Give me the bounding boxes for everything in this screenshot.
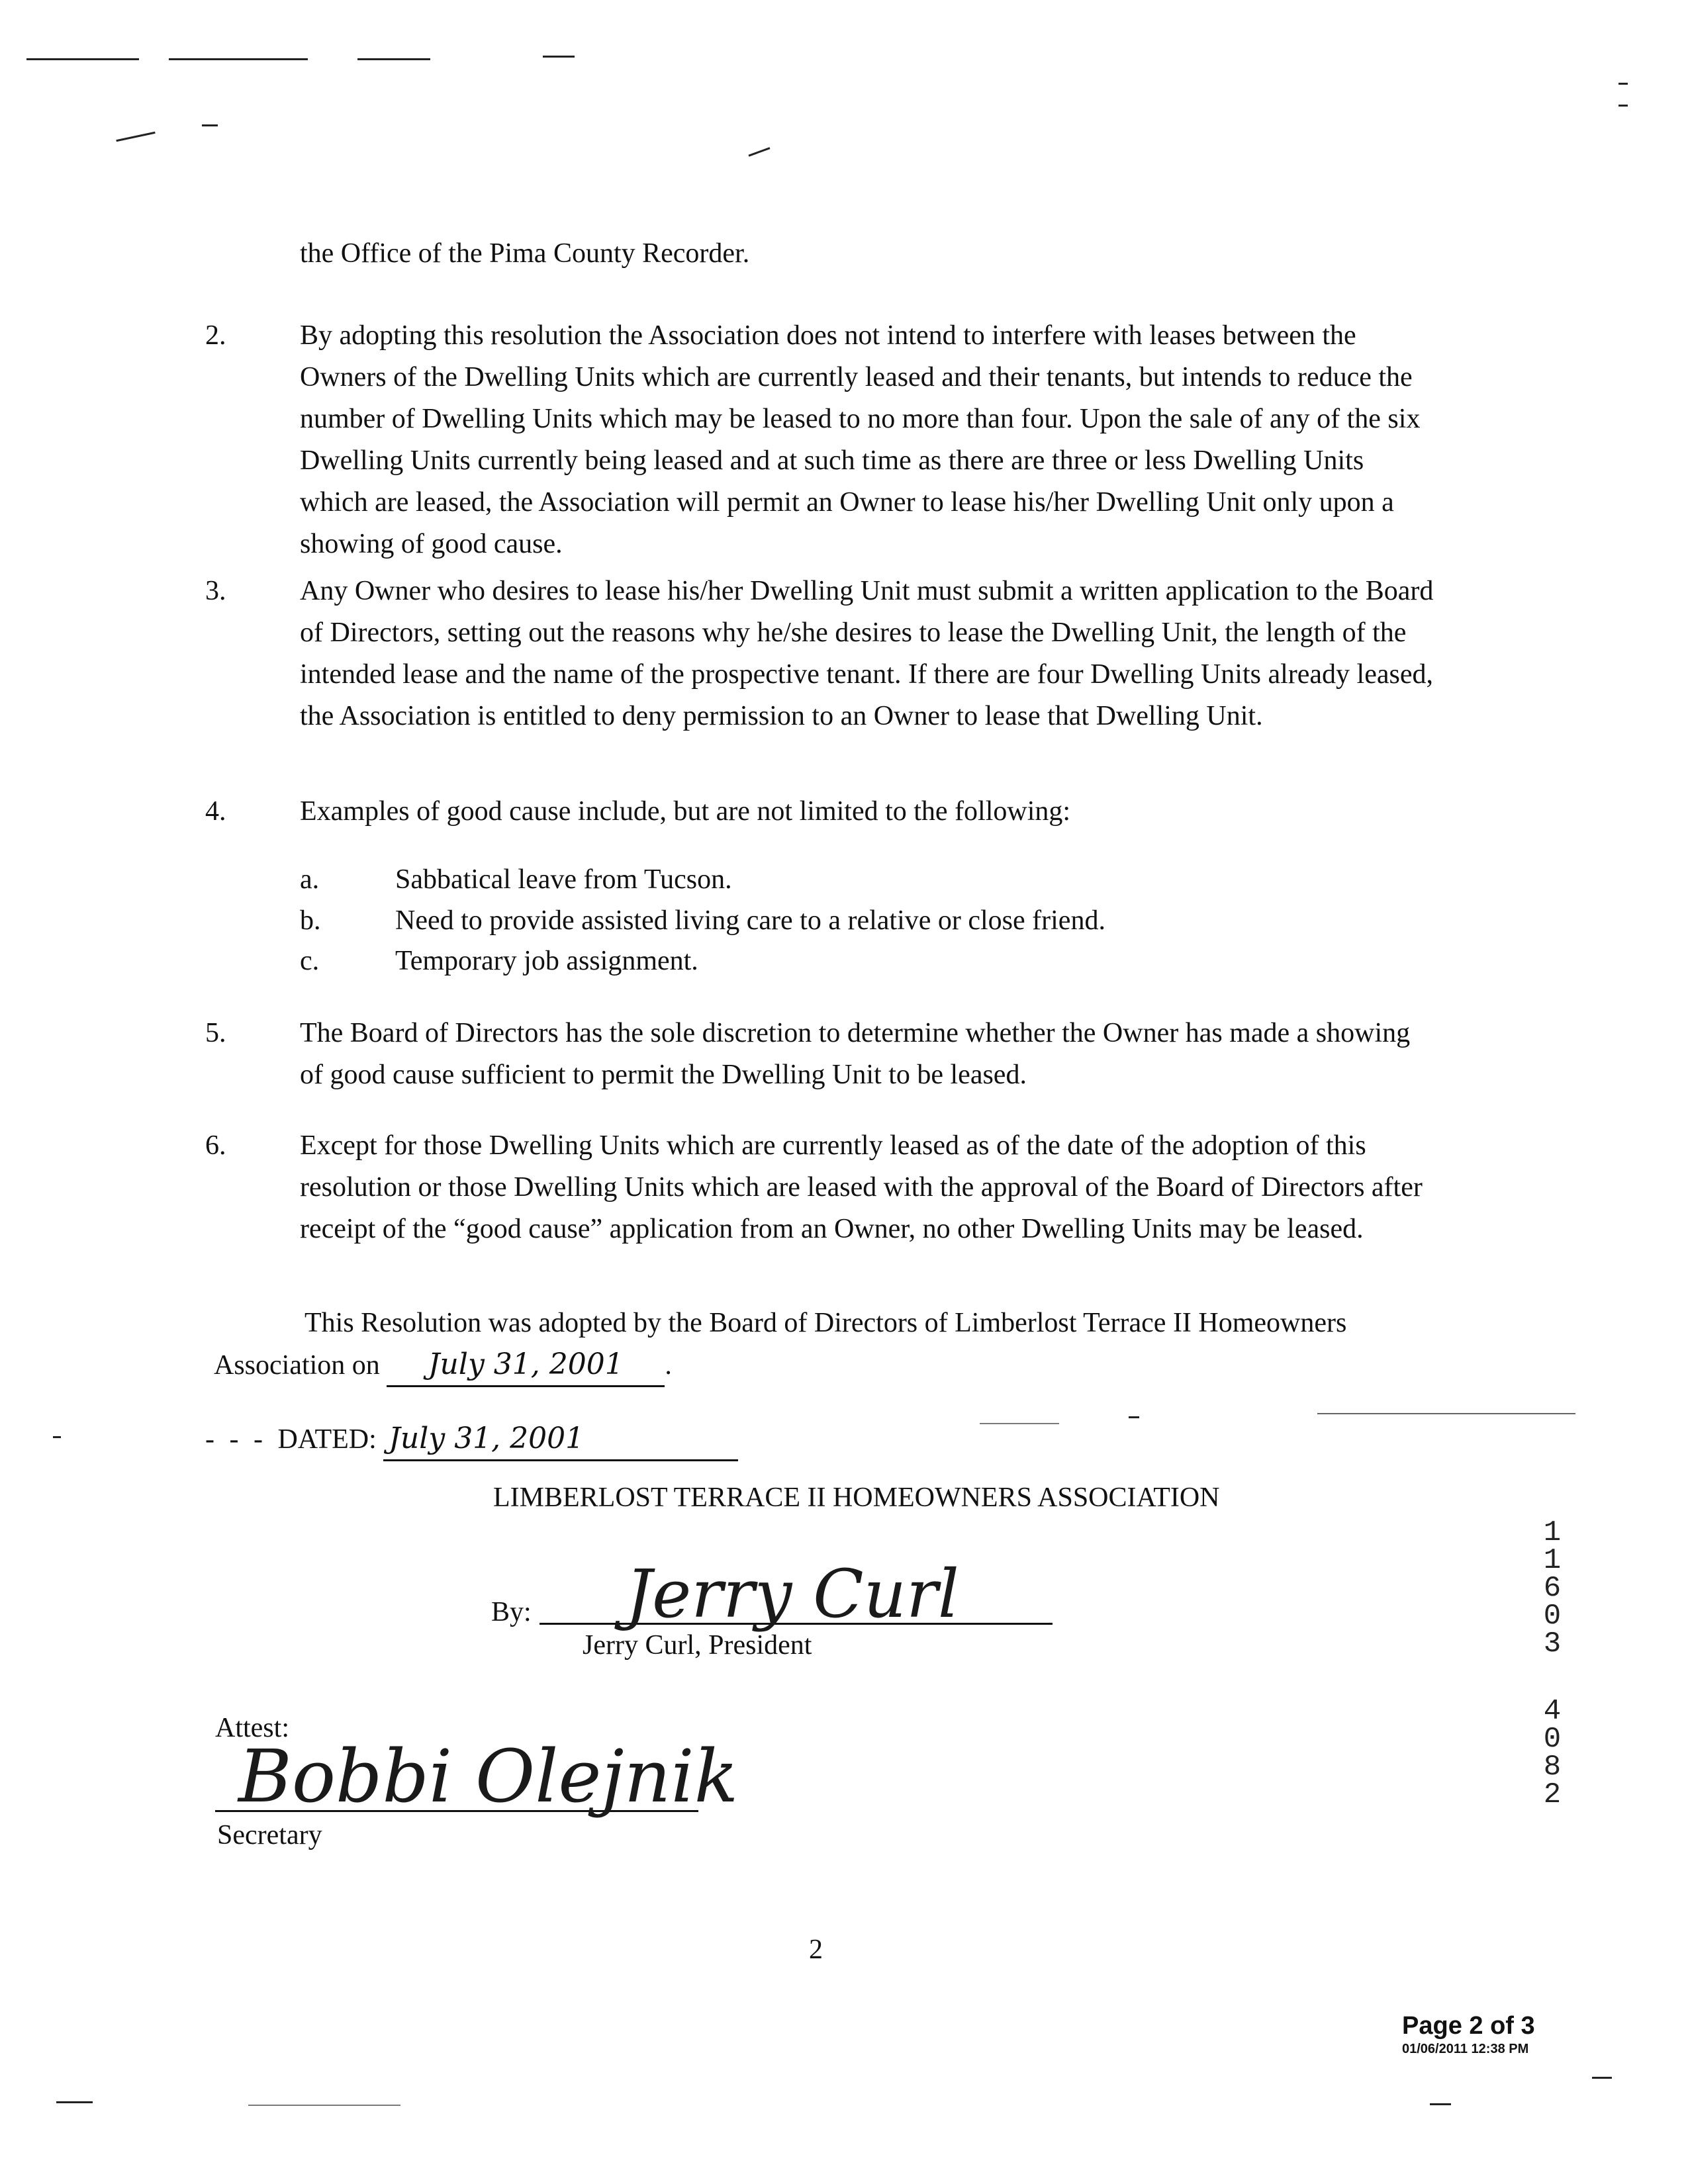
item-number: 5. (205, 1018, 226, 1048)
scan-artifact (980, 1423, 1059, 1424)
item-text: Examples of good cause include, but are not limited to the following: (300, 796, 1071, 827)
sub-item-text: Sabbatical leave from Tucson. (395, 864, 732, 895)
scan-artifact (1430, 2103, 1451, 2105)
scan-artifact (116, 132, 155, 142)
president-signature: Jerry Curl (626, 1555, 959, 1633)
scan-artifact (1618, 105, 1628, 107)
stamp-digit: 2 (1543, 1778, 1562, 1811)
stamp-digit: 6 (1543, 1572, 1562, 1605)
item-text: The Board of Directors has the sole discretion to determine whether the Owner has made a showing of good cause sufficient to permit the Dwelling Unit to be leased. (300, 1018, 1411, 1090)
attest-label: Attest: (215, 1713, 289, 1743)
sub-item-letter: c. (300, 946, 320, 976)
association-name: LIMBERLOST TERRACE II HOMEOWNERS ASSOCIATION (493, 1482, 1220, 1513)
adoption-line: This Resolution was adopted by the Board of Directors of Limberlost Terrace II Homeowners (305, 1308, 1347, 1338)
page-number: 2 (809, 1934, 823, 1965)
scan-artifact (202, 124, 218, 126)
item-text: Except for those Dwelling Units which are currently leased as of the date of the adoption of this resolution or those Dwelling Units which are leased with the approval of the Board of Directors after receipt of the “good cause” application from an Owner, no other Dwelling Units may be leased. (300, 1130, 1423, 1244)
dated-line: - - - DATED: July 31, 2001 (205, 1418, 738, 1461)
sub-item-letter: a. (300, 864, 320, 895)
adoption-handwritten-date: July 31, 2001 (387, 1343, 665, 1387)
scan-artifact (53, 1436, 61, 1438)
sub-item-text: Need to provide assisted living care to a relative or close friend. (395, 905, 1105, 936)
scan-artifact (248, 2105, 400, 2106)
adoption-suffix: . (665, 1350, 672, 1381)
scan-artifact (56, 2101, 93, 2103)
scan-artifact (26, 58, 139, 60)
stamp-digit: 1 (1543, 1516, 1562, 1549)
item-number: 2. (205, 320, 226, 351)
item-number: 6. (205, 1130, 226, 1161)
stamp-digit: 1 (1543, 1544, 1562, 1577)
item-number: 4. (205, 796, 226, 827)
footer-timestamp: 01/06/2011 12:38 PM (1402, 2042, 1529, 2056)
adoption-date-line (214, 1343, 672, 1387)
recorder-side-stamp (1539, 1516, 1566, 1811)
sub-item-letter: b. (300, 905, 321, 936)
scan-artifact (1317, 1413, 1575, 1414)
stamp-digit: 0 (1543, 1600, 1562, 1633)
president-name-title: Jerry Curl, President (583, 1630, 812, 1661)
scan-artifact (749, 147, 771, 156)
scan-artifact (357, 58, 430, 60)
dated-label: DATED: (277, 1424, 377, 1455)
secretary-signature: Bobbi Olejnik (238, 1734, 739, 1819)
scan-artifact (1618, 83, 1628, 85)
secretary-title: Secretary (217, 1820, 322, 1850)
stamp-digit: 8 (1543, 1751, 1562, 1784)
item-text: Any Owner who desires to lease his/her Dwelling Unit must submit a written application to the Board of Directors, setting out the reasons why he/she desires to lease the Dwelling Unit, the length of the intended lease and the name of the prospective tenant. If there are four Dwelling Units already leased, the Association is entitled to deny permission to an Owner to lease that Dwelling Unit. (300, 576, 1434, 731)
dated-handwritten-date: July 31, 2001 (383, 1418, 738, 1461)
stamp-digit: 4 (1543, 1695, 1562, 1728)
stamp-digit: 0 (1543, 1723, 1562, 1756)
scan-artifact (1592, 2077, 1612, 2079)
sub-item-text: Temporary job assignment. (395, 946, 698, 976)
item-number: 3. (205, 576, 226, 606)
scan-artifact (1129, 1416, 1139, 1418)
adoption-prefix: Association on (214, 1350, 380, 1381)
item-text: By adopting this resolution the Association does not intend to interfere with leases between the Owners of the Dwelling Units which are currently leased and their tenants, but intends to reduce the number of Dwelling Units which may be leased to no more than four. Upon the sale of any of the six Dwelling Units currently being leased and at such time as there are three or less Dwelling Units which are leased, the Association will permit an Owner to lease his/her Dwelling Unit only upon a showing of good cause. (300, 320, 1421, 559)
continuation-line: the Office of the Pima County Recorder. (300, 238, 750, 269)
footer-page-of: Page 2 of 3 (1402, 2012, 1535, 2040)
scan-artifact (169, 58, 308, 60)
by-label: By: (491, 1597, 532, 1627)
stamp-digit: 3 (1543, 1627, 1562, 1661)
scan-artifact (543, 56, 575, 58)
